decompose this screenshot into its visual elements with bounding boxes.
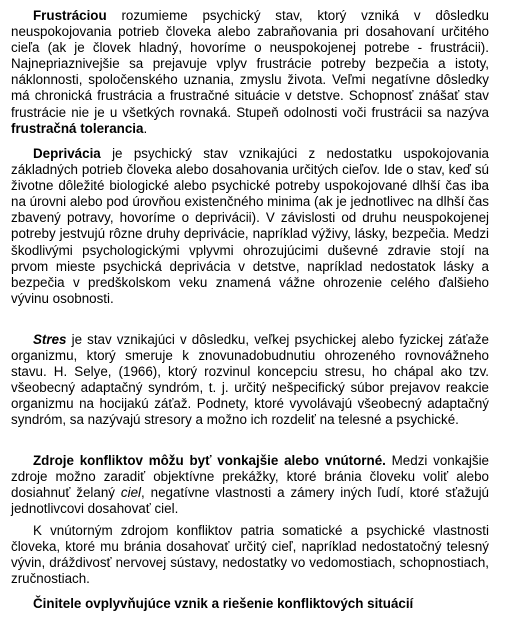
paragraph-end: . (143, 120, 148, 136)
term-conflict-sources: Zdroje konfliktov môžu byť vonkajšie alebo vnútorné. (33, 453, 386, 468)
term-deprivation: Deprivácia (33, 146, 101, 161)
paragraph-text: je stav vznikajúci v dôsledku, veľkej psychickej alebo fyzickej záťaže organizmu, ktorý smeruje k znovunadobudnutiu ohrozeného rovnovážneho stavu. H. Selye, (1966), ktorý rozvinul koncepciu stresu, ho chápal ako tzv. všeobecný adaptačný syndróm, t. j. určitý nešpecifický súbor prejavov reakcie organizmu na hocijakú záťaž. Podnety, ktoré vyvolávajú všeobecný adaptačný syndróm, sa nazývajú stresory a možno ich rozdeliť na telesné a psychické. (11, 332, 489, 428)
paragraph-end: , negatívne vlastnosti a zámery iných ľudí, ktoré sťažujú jednotlivcovi dosahovať ciel. (11, 485, 489, 517)
paragraph-stress (11, 332, 489, 429)
paragraph-text: K vnútorným zdrojom konfliktov patria somatické a psychické vlastnosti človeka, ktoré mu bránia dosahovať určitý cieľ, napríklad nedostatočný telesný vývin, dráždivosť nervovej sústavy, nedostatky vo vedomostiach, schopnostiach, zručnostiach. (11, 523, 489, 587)
section-heading: Činitele ovplyvňujúce vznik a riešenie konfliktových situácií (33, 596, 414, 611)
paragraph-text: Medzi vonkajšie zdroje možno zaradiť objektívne prekážky, ktoré bránia človeku voliť alebo dosiahnuť želaný (11, 453, 489, 501)
paragraph-text: je psychický stav vznikajúci z nedostatku uspokojovania základných potrieb človeka alebo dosahovania určitých cieľov. Ide o stav, keď sú životne dôležité biologické alebo psychické potreby uspokojované dlhší čas iba na úrovni alebo pod úrovňou existenčného minima (ak je jednotlivec na dlhší čas zbavený potravy, hovoríme o deprivácii). V závislosti od druhu neuspokojenej potreby jestvujú rôzne druhy deprivácie, napríklad výživy, lásky, bezpečia. Medzi škodlivými psychologickými vplyvmi ohrozujúcimi duševné zdravie stojí na prvom mieste psychická deprivácia v detstve, napríklad nedostatok lásky a bezpečia v predškolskom veku znamená vážne ohrozenie celého ďalšieho vývinu osobnosti. (11, 146, 489, 306)
paragraph-internal-sources (11, 523, 489, 587)
term-frustration-tolerance: frustračná tolerancia (11, 120, 144, 136)
paragraph-conflict-sources (11, 453, 489, 517)
term-goal: ciel (120, 485, 141, 501)
term-stress: Stres (33, 332, 67, 347)
paragraph-text: rozumieme psychický stav, ktorý vzniká v dôsledku neuspokojovania potrieb človeka alebo zabraňovania pri dosahovaní určitého cieľa (ak je človek hladný, hovoríme o neuspokojenej potrebe - frustrácii). Najnepriaznivejšie sa prejavuje vplyv frustrácie potreby bezpečia a istoty, náklonnosti, spoločenského uznania, zmyslu života. Veľmi negatívne dôsledky má chronická frustrácia a frustračné situácie v detstve. Schopnosť znášať stav frustrácie nie je u všetkých rovnaká. Stupeň odolnosti voči frustrácii sa nazýva (11, 8, 489, 120)
paragraph-frustration (11, 8, 489, 137)
term-frustration: Frustráciou (33, 8, 107, 23)
paragraph-deprivation (11, 146, 489, 307)
